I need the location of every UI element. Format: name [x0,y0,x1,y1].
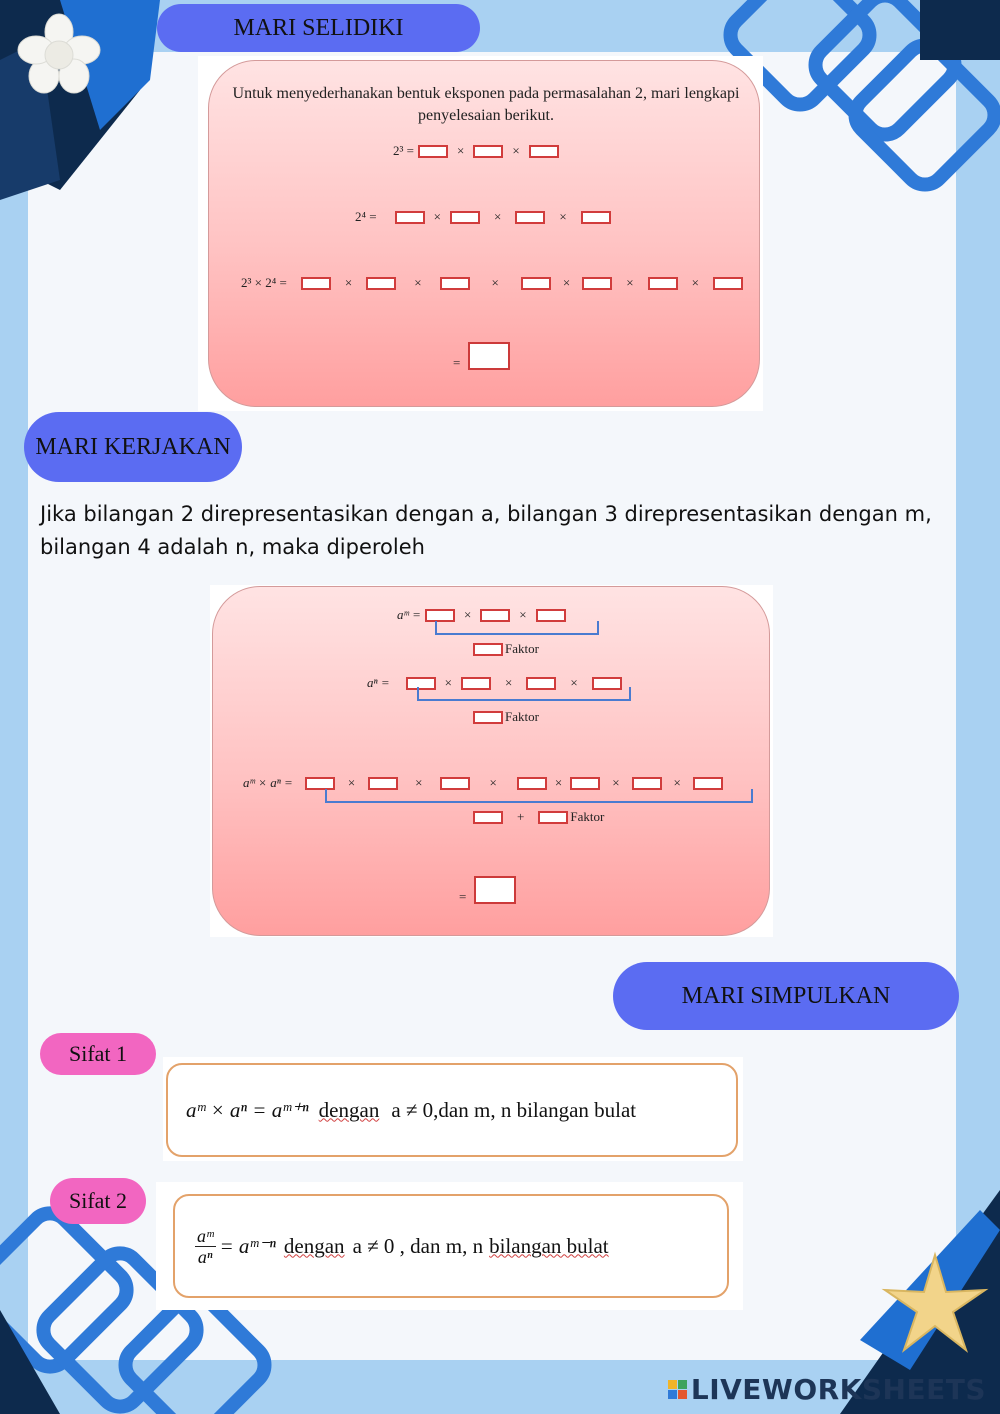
times-sign: × [570,675,578,690]
times-sign: × [519,607,527,622]
starfish-icon [880,1250,990,1360]
times-sign: × [489,775,497,790]
row-2-fourth [355,209,615,225]
brand-name: LIVEWORKSHEETS [690,1373,986,1406]
answer-box[interactable] [632,777,662,790]
answer-box[interactable] [425,609,455,622]
answer-box[interactable] [521,277,551,290]
factor-bracket [417,687,631,701]
answer-box[interactable] [581,211,611,224]
times-sign: × [415,775,423,790]
sifat-1-box [166,1063,738,1157]
answer-box[interactable] [440,777,470,790]
row-result [453,341,510,371]
work-paragraph: Jika bilangan 2 direpresentasikan dengan a, bilangan 3 direpresentasikan dengan m, bilangan 4 adalah n, maka diperoleh [40,502,932,559]
sifat-2-dengan: dengan [283,1233,345,1258]
answer-box[interactable] [395,211,425,224]
answer-box[interactable] [418,145,448,158]
factor-count-m [473,641,539,657]
row-label: 2⁴ = [355,209,377,224]
answer-box[interactable] [301,277,331,290]
plus-sign: + [517,809,525,824]
sifat-1-formula: aᵐ × aⁿ = aᵐ⁺ⁿ [186,1097,309,1122]
liveworksheets-logo [668,1373,986,1406]
flower-icon [14,10,104,100]
row-2-cubed [393,143,563,159]
row-label: aⁿ = [367,675,390,690]
fraction-denominator: aⁿ [197,1246,213,1267]
answer-box[interactable] [538,811,568,824]
result-answer-box[interactable] [474,876,516,904]
factor-count-n [473,709,539,725]
answer-box[interactable] [582,277,612,290]
answer-box[interactable] [536,609,566,622]
times-sign: × [463,607,472,622]
answer-box[interactable] [473,711,503,724]
sifat-1-label: Sifat 1 [40,1033,156,1075]
answer-box[interactable] [450,211,480,224]
times-sign: × [554,775,563,790]
answer-box[interactable] [570,777,600,790]
answer-box[interactable] [473,643,503,656]
times-sign: × [344,275,353,290]
section-title-mari-kerjakan: MARI KERJAKAN [24,412,242,482]
times-sign: × [626,275,634,290]
times-sign: × [433,209,441,224]
sifat-2-fraction [195,1226,216,1267]
answer-box[interactable] [517,777,547,790]
answer-box[interactable] [473,145,503,158]
times-sign: × [504,675,513,690]
sifat-2-box [173,1194,729,1298]
answer-box[interactable] [368,777,398,790]
equals-sign: = [453,355,461,370]
answer-box[interactable] [480,609,510,622]
sifat-2-label: Sifat 2 [50,1178,146,1224]
row-label: 2³ = [393,143,414,158]
factor-label: Faktor [505,641,539,656]
factor-bracket [435,621,599,635]
times-sign: × [512,143,520,158]
work-panel [212,586,770,936]
fraction-numerator: aᵐ [197,1225,214,1246]
result-answer-box[interactable] [468,342,510,370]
times-sign: × [347,775,356,790]
liveworksheets-icon [668,1380,687,1399]
times-sign: × [493,209,502,224]
answer-box[interactable] [473,811,503,824]
row-label: 2³ × 2⁴ = [241,275,287,290]
times-sign: × [691,275,699,290]
sifat-2-rhs: = aᵐ⁻ⁿ [219,1233,276,1258]
row-label: aᵐ × aⁿ = [243,775,293,790]
answer-box[interactable] [366,277,396,290]
times-sign: × [562,275,571,290]
times-sign: × [559,209,567,224]
section-title-mari-simpulkan: MARI SIMPULKAN [613,962,959,1030]
factor-label: Faktor [505,709,539,724]
times-sign: × [673,775,681,790]
answer-box[interactable] [305,777,335,790]
section-title-mari-selidiki: MARI SELIDIKI [157,4,480,52]
times-sign: × [456,143,465,158]
investigate-panel [208,60,760,407]
answer-box[interactable] [648,277,678,290]
times-sign: × [414,275,422,290]
investigate-intro: Untuk menyederhanakan bentuk eksponen pada permasalahan 2, mari lengkapi penyelesaian berikut. [232,85,740,124]
answer-box[interactable] [529,145,559,158]
sifat-2-bilangan-bulat: bilangan bulat [489,1233,609,1258]
sifat-1-dengan: dengan [318,1097,380,1122]
factor-sum [473,809,604,825]
equals-sign: = [459,889,467,904]
row-label: aᵐ = [397,607,421,622]
times-sign: × [444,675,452,690]
row-result [459,875,516,905]
answer-box[interactable] [440,277,470,290]
times-sign: × [612,775,620,790]
factor-label: Faktor [570,809,605,824]
answer-box[interactable] [515,211,545,224]
row-product [241,275,747,291]
sifat-1-condition: a ≠ 0,dan m, n bilangan bulat [391,1097,637,1122]
answer-box[interactable] [693,777,723,790]
times-sign: × [491,275,499,290]
answer-box[interactable] [713,277,743,290]
factor-bracket [325,789,753,803]
sifat-2-condition: a ≠ 0 , dan m, n [352,1233,484,1258]
